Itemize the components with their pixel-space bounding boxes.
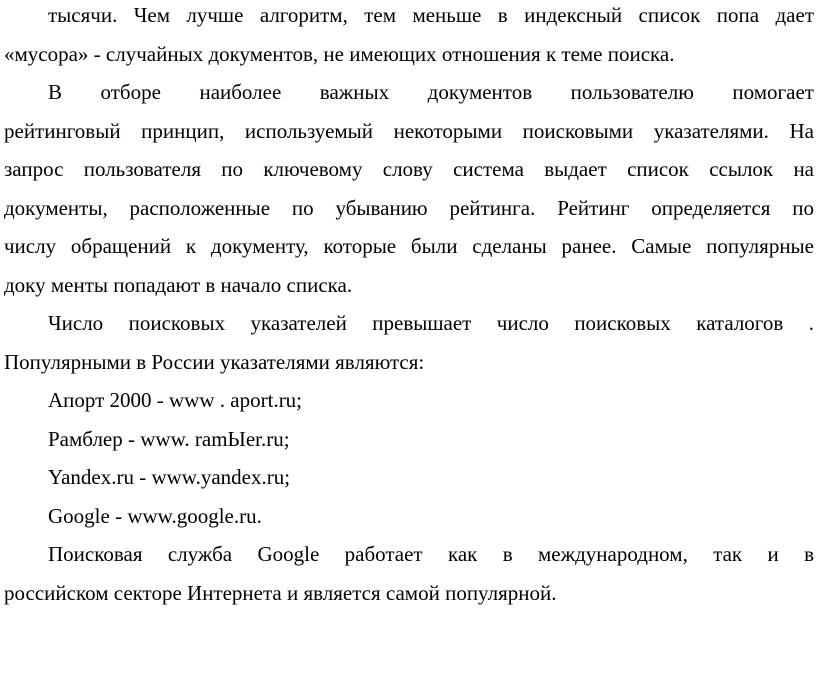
text-line: «мусора» - случайных документов, не имеющих отношения к теме поиска. [4,41,675,66]
document-page [4,0,814,612]
text-line: запрос пользователя по ключевому слову система выдает список ссылок на [4,157,814,181]
text-line: числу обращений к документу, которые были сделаны ранее. Самые популярные [4,234,814,258]
text-line: тысячи. Чем лучше алгоритм, тем меньше в индексный список попа дает [48,3,814,27]
text-line: Поисковая служба Google работает как в международном, так и в [48,542,814,566]
list-item: Апорт 2000 - www . aport.ru; [48,388,303,412]
list-item: Google - www.google.ru. [48,503,262,528]
text-line: рейтинговый принцип, используемый некоторыми поисковыми указателями. На [4,118,814,143]
text-line: документы, расположенные по убыванию рейтинга. Рейтинг определяется по [4,195,814,220]
list-item: Рамблер - www. ramЫer.ru; [48,426,290,451]
text-line: доку менты попадают в начало списка. [4,272,353,297]
text-line: Число поисковых указателей превышает число поисковых каталогов . [48,311,814,335]
list-item: Yandex.ru - www.yandex.ru; [48,465,291,489]
text-line: Популярными в России указателями являются: [4,349,425,374]
text-line: российском секторе Интернета и является самой популярной. [4,580,557,605]
text-line: В отборе наиболее важных документов пользователю помогает [48,80,814,104]
